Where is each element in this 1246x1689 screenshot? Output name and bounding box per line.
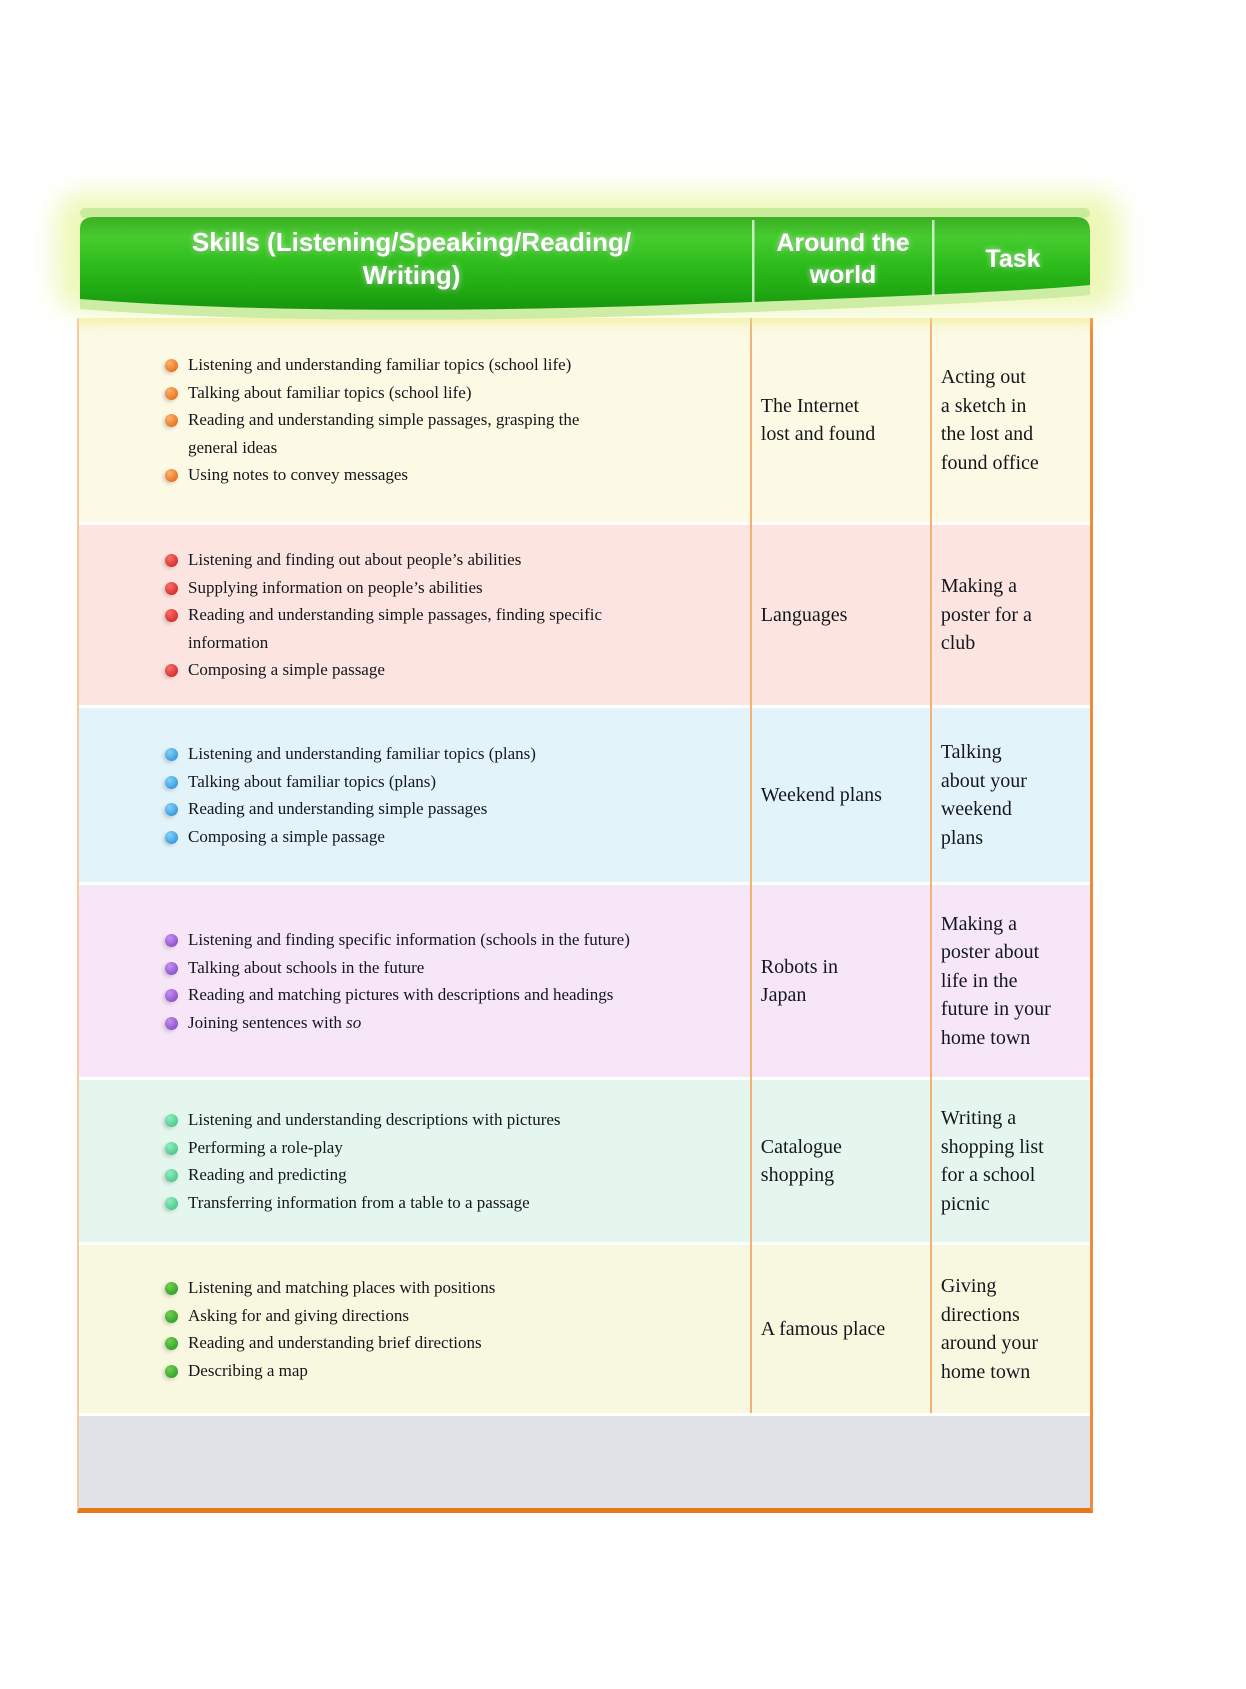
skills-list	[165, 926, 729, 1036]
skill-text: Reading and predicting	[188, 1165, 347, 1184]
header-skills-column	[70, 215, 753, 303]
skills-cell	[79, 525, 747, 705]
skill-text: Listening and finding out about people’s abilities	[188, 550, 522, 570]
skill-item	[165, 656, 729, 684]
table-row	[79, 882, 1090, 1077]
topic-text: Catalogue shopping	[760, 1135, 842, 1186]
around-the-world-cell	[747, 1245, 926, 1413]
header-task-label: Task	[985, 245, 1041, 273]
bullet-icon	[165, 803, 178, 816]
skill-text: Using notes to convey messages	[188, 465, 409, 485]
skill-item	[165, 1106, 729, 1134]
skill-text: Reading and matching pictures with descriptions and headings	[188, 985, 614, 1004]
around-the-world-cell	[747, 708, 926, 882]
skill-text: Listening and understanding familiar topics (school life)	[188, 355, 572, 375]
table-body	[79, 318, 1090, 1413]
skill-item	[165, 351, 729, 379]
bullet-icon	[165, 1337, 178, 1350]
bullet-icon	[165, 1114, 178, 1127]
skill-item	[165, 461, 729, 489]
header-skills-label-line1: Skills (Listening/Speaking/Reading/	[191, 227, 632, 257]
banner-text	[70, 215, 1093, 303]
table-row	[79, 522, 1090, 705]
topic-text: Languages	[760, 603, 848, 626]
table-footer-band	[79, 1413, 1090, 1508]
skill-item	[165, 954, 729, 982]
skill-text: Reading and understanding brief directions	[188, 1333, 482, 1352]
around-the-world-cell	[747, 525, 926, 705]
skill-item	[165, 1009, 729, 1037]
skill-text: Reading and understanding simple passages, finding specific information	[188, 605, 603, 652]
table-header-banner	[70, 203, 1093, 327]
skill-item	[165, 1302, 729, 1330]
skills-list	[165, 1106, 729, 1216]
skills-list	[165, 351, 729, 489]
bullet-icon	[165, 1169, 178, 1182]
skill-text: Listening and matching places with positions	[188, 1278, 496, 1297]
bullet-icon	[165, 1017, 178, 1030]
table-row	[79, 1242, 1090, 1413]
bullet-icon	[165, 989, 178, 1002]
table-row	[79, 318, 1090, 522]
skill-text: Transferring information from a table to a passage	[188, 1192, 530, 1212]
task-cell	[926, 1245, 1090, 1413]
topic-text: Weekend plans	[760, 783, 882, 806]
syllabus-table	[77, 318, 1093, 1513]
skill-text: Listening and finding specific information (schools in the future)	[188, 930, 630, 949]
bullet-icon	[165, 934, 178, 947]
skills-cell	[79, 885, 747, 1077]
skills-cell	[79, 708, 747, 882]
bullet-icon	[165, 469, 178, 482]
skill-text: Performing a role-play	[188, 1137, 343, 1157]
skills-list	[165, 740, 729, 850]
skill-text: Composing a simple passage	[188, 660, 385, 680]
table-row	[79, 705, 1090, 882]
task-text: Acting out a sketch in the lost and found office	[940, 366, 1039, 474]
around-the-world-cell	[747, 318, 926, 522]
bullet-icon	[165, 1365, 178, 1378]
skill-text: Talking about familiar topics (school life)	[188, 382, 472, 402]
bullet-icon	[165, 962, 178, 975]
skill-text: Listening and understanding descriptions with pictures	[188, 1110, 561, 1129]
task-text: Writing a shopping list for a school picnic	[940, 1107, 1044, 1215]
skill-text: Talking about familiar topics (plans)	[188, 771, 437, 791]
skill-item	[165, 795, 729, 823]
bullet-icon	[165, 582, 178, 595]
skill-text: Listening and understanding familiar topics (plans)	[188, 744, 536, 763]
topic-text: The Internet lost and found	[760, 394, 876, 445]
around-the-world-cell	[747, 1080, 926, 1242]
skill-item	[165, 1329, 729, 1357]
skill-item	[165, 1357, 729, 1385]
skill-text: Joining sentences with so	[188, 1012, 362, 1032]
bullet-icon	[165, 387, 178, 400]
bullet-icon	[165, 1142, 178, 1155]
skill-item	[165, 574, 729, 602]
task-cell	[926, 708, 1090, 882]
skill-text: Composing a simple passage	[188, 826, 385, 846]
task-text: Talking about your weekend plans	[940, 741, 1027, 849]
bullet-icon	[165, 1310, 178, 1323]
skill-item	[165, 601, 729, 656]
bullet-icon	[165, 1197, 178, 1210]
task-text: Making a poster about life in the future in your home town	[940, 912, 1051, 1049]
skill-item	[165, 379, 729, 407]
skill-item	[165, 1134, 729, 1162]
bullet-icon	[165, 359, 178, 372]
skill-text: Asking for and giving directions	[188, 1305, 409, 1325]
bullet-icon	[165, 1282, 178, 1295]
skill-item	[165, 981, 729, 1009]
skill-item	[165, 546, 729, 574]
skills-list	[165, 546, 729, 684]
skills-cell	[79, 1245, 747, 1413]
task-text: Making a poster for a club	[940, 575, 1032, 655]
skill-item	[165, 406, 729, 461]
skills-list	[165, 1274, 729, 1384]
task-cell	[926, 318, 1090, 522]
table-row	[79, 1077, 1090, 1242]
bullet-icon	[165, 748, 178, 761]
bullet-icon	[165, 776, 178, 789]
around-the-world-cell	[747, 885, 926, 1077]
bullet-icon	[165, 609, 178, 622]
skill-item	[165, 926, 729, 954]
header-around-label-line2: world	[809, 261, 877, 289]
header-around-label-line1: Around the	[776, 229, 910, 257]
skill-item	[165, 1189, 729, 1217]
header-around-the-world-column	[753, 215, 933, 303]
column-separator-2	[930, 318, 932, 1413]
skill-item	[165, 740, 729, 768]
skill-text: Supplying information on people’s abilities	[188, 577, 483, 597]
skill-text: Reading and understanding simple passages	[188, 799, 488, 818]
task-cell	[926, 885, 1090, 1077]
task-cell	[926, 1080, 1090, 1242]
task-cell	[926, 525, 1090, 705]
skill-item	[165, 1274, 729, 1302]
header-task-column	[933, 215, 1093, 303]
skill-text: Reading and understanding simple passages, grasping the general ideas	[188, 410, 580, 457]
task-text: Giving directions around your home town	[940, 1275, 1039, 1383]
bullet-icon	[165, 831, 178, 844]
skill-item	[165, 823, 729, 851]
bullet-icon	[165, 554, 178, 567]
column-separator-1	[750, 318, 752, 1413]
skill-text: Talking about schools in the future	[188, 957, 425, 977]
bullet-icon	[165, 664, 178, 677]
skill-text: Describing a map	[188, 1360, 308, 1380]
topic-text: A famous place	[760, 1317, 886, 1340]
skill-item	[165, 1161, 729, 1189]
header-skills-label-line2: Writing)	[362, 260, 461, 290]
skills-cell	[79, 318, 747, 522]
bullet-icon	[165, 414, 178, 427]
topic-text: Robots in Japan	[760, 955, 839, 1006]
skill-item	[165, 768, 729, 796]
skills-cell	[79, 1080, 747, 1242]
